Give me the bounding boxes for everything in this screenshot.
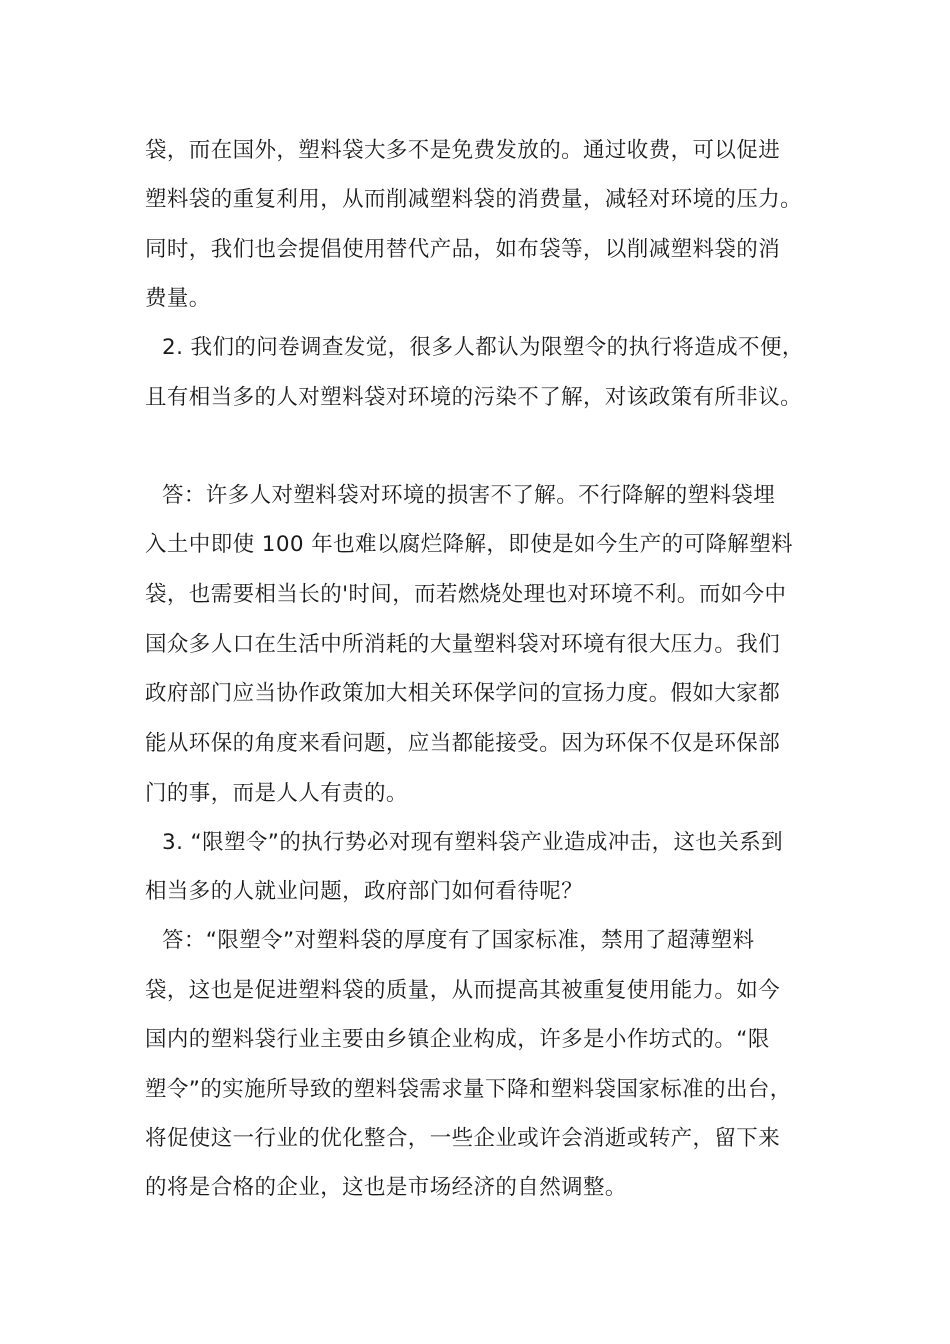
- answer-2-line: 政府部门应当协作政策加大相关环保学问的宣扬力度。假如大家都: [145, 681, 781, 706]
- question-3-line: 相当多的人就业问题，政府部门如何看待呢？: [145, 879, 584, 904]
- question-2-line: 且有相当多的人对塑料袋对环境的污染不了解，对该政策有所非议。: [145, 385, 803, 410]
- answer-3-line: 的将是合格的企业，这也是市场经济的自然调整。: [145, 1175, 627, 1200]
- answer-3-line: 答：“限塑令”对塑料袋的厚度有了国家标准，禁用了超薄塑料: [162, 928, 755, 953]
- answer-2-line: 袋，也需要相当长的'时间，而若燃烧处理也对环境不利。而如今中: [145, 582, 787, 607]
- answer-3-line: 塑令”的实施所导致的塑料袋需求量下降和塑料袋国家标准的出台，: [145, 1077, 792, 1102]
- text-line: 袋，而在国外，塑料袋大多不是免费发放的。通过收费，可以促进: [145, 138, 781, 163]
- answer-2-line: 能从环保的角度来看问题，应当都能接受。因为环保不仅是环保部: [145, 731, 781, 756]
- answer-2-line: 入土中即使 100 年也难以腐烂降解，即使是如今生产的可降解塑料: [145, 532, 794, 557]
- answer-3-line: 国内的塑料袋行业主要由乡镇企业构成，许多是小作坊式的。“限: [145, 1027, 770, 1052]
- answer-2-line: 门的事，而是人人有责的。: [145, 781, 408, 806]
- answer-2-line: 国众多人口在生活中所消耗的大量塑料袋对环境有很大压力。我们: [145, 632, 781, 657]
- text-line: 同时，我们也会提倡使用替代产品，如布袋等，以削减塑料袋的消: [145, 237, 781, 262]
- answer-3-line: 袋，这也是促进塑料袋的质量，从而提高其被重复使用能力。如今: [145, 978, 781, 1003]
- question-2-line: 2. 我们的问卷调查发觉，很多人都认为限塑令的执行将造成不便，: [162, 335, 804, 360]
- question-3-line: 3. “限塑令”的执行势必对现有塑料袋产业造成冲击，这也关系到: [162, 830, 784, 855]
- answer-2-line: 答：许多人对塑料袋对环境的损害不了解。不行降解的塑料袋埋: [162, 483, 776, 508]
- text-line: 塑料袋的重复利用，从而削减塑料袋的消费量，减轻对环境的压力。: [145, 187, 803, 212]
- text-line: 费量。: [145, 286, 211, 311]
- answer-3-line: 将促使这一行业的优化整合，一些企业或许会消逝或转产，留下来: [145, 1126, 781, 1151]
